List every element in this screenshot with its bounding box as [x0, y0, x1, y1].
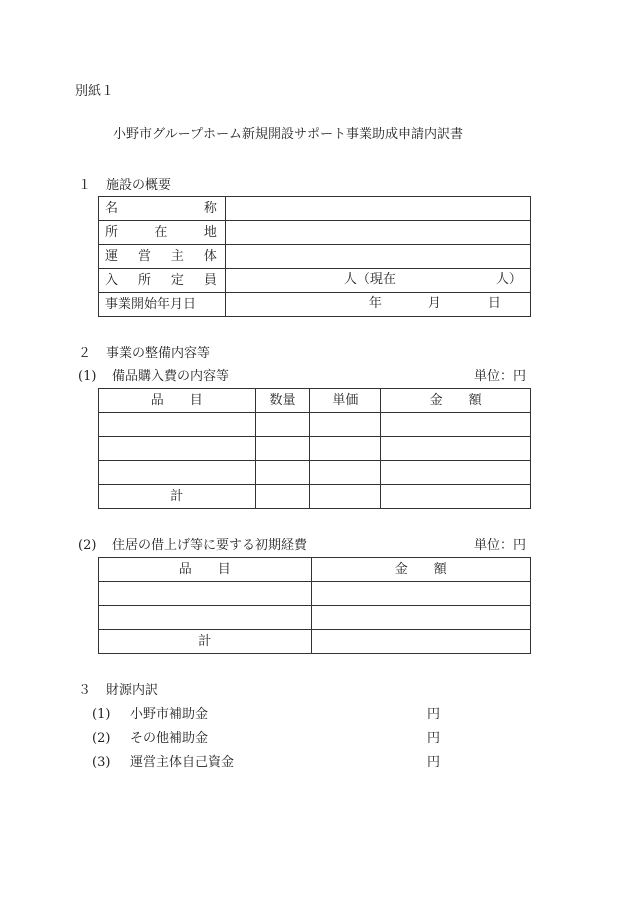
unit-price-cell[interactable] [310, 413, 381, 437]
document-title: 小野市グループホーム新規開設サポート事業助成申請内訳書 [113, 127, 463, 142]
header-unit-price: 単価 [310, 389, 381, 413]
sub2-number: (2) [78, 538, 97, 553]
table-header-row [99, 389, 531, 413]
table-header-row [99, 558, 531, 582]
label-char: 員 [203, 272, 217, 288]
total-label: 計 [99, 630, 312, 654]
label-char: 地 [203, 224, 217, 240]
facility-overview-table [98, 196, 531, 317]
table-row [99, 245, 531, 269]
table-row [99, 437, 531, 461]
quantity-cell[interactable] [255, 461, 310, 485]
capacity-unit-text: 人（現在 [343, 272, 396, 287]
item-cell[interactable] [99, 437, 256, 461]
table-row [99, 413, 531, 437]
section3-heading: 財源内訳 [106, 683, 159, 698]
label-char: 称 [203, 200, 217, 216]
row-label-location [99, 221, 226, 245]
label-char: 入 [105, 272, 119, 288]
sub1-title: 備品購入費の内容等 [112, 369, 230, 384]
day-text: 日 [487, 296, 501, 311]
quantity-cell[interactable] [255, 437, 310, 461]
funding-item-unit: 円 [427, 707, 441, 722]
operator-field[interactable] [225, 245, 530, 269]
table-row [99, 293, 531, 317]
header-amount: 金 額 [381, 389, 531, 413]
table-row [99, 197, 531, 221]
label-char: 体 [203, 248, 217, 264]
table-row [99, 606, 531, 630]
sub1-unit: 単位：円 [474, 369, 527, 384]
row-label-name [99, 197, 226, 221]
total-label: 計 [99, 485, 256, 509]
total-quantity-cell[interactable] [255, 485, 310, 509]
table-total-row [99, 485, 531, 509]
label-char: 所 [105, 224, 119, 240]
label-char: 主 [170, 248, 184, 264]
section1-heading: 施設の概要 [106, 178, 172, 193]
section3-number: ３ [78, 683, 92, 698]
year-text: 年 [368, 296, 382, 311]
header-amount: 金 額 [311, 558, 531, 582]
label-char: 所 [137, 272, 151, 288]
funding-item-label: その他補助金 [130, 731, 209, 746]
item-cell[interactable] [99, 606, 312, 630]
amount-cell[interactable] [311, 582, 531, 606]
section2-heading: 事業の整備内容等 [106, 346, 211, 361]
label-char: 運 [105, 248, 119, 264]
table-row [99, 221, 531, 245]
sub1-number: (1) [78, 369, 97, 384]
table-row [99, 582, 531, 606]
funding-item-number: (3) [92, 755, 111, 770]
total-unit-price-cell[interactable] [310, 485, 381, 509]
funding-item-unit: 円 [427, 755, 441, 770]
label-char: 在 [154, 224, 168, 240]
funding-item-label: 運営主体自己資金 [130, 755, 235, 770]
housing-cost-table [98, 557, 531, 654]
item-cell[interactable] [99, 461, 256, 485]
label-char: 定 [170, 272, 184, 288]
row-label-capacity [99, 269, 226, 293]
funding-item-unit: 円 [427, 731, 441, 746]
funding-item-number: (1) [92, 707, 111, 722]
name-field[interactable] [225, 197, 530, 221]
item-cell[interactable] [99, 582, 312, 606]
amount-cell[interactable] [381, 437, 531, 461]
total-amount-cell[interactable] [311, 630, 531, 654]
location-field[interactable] [225, 221, 530, 245]
funding-item-label: 小野市補助金 [130, 707, 209, 722]
row-label-start-date: 事業開始年月日 [99, 293, 226, 317]
unit-price-cell[interactable] [310, 461, 381, 485]
total-amount-cell[interactable] [381, 485, 531, 509]
table-total-row [99, 630, 531, 654]
current-unit-text: 人） [495, 272, 522, 287]
header-item: 品 目 [99, 558, 312, 582]
start-date-field[interactable] [225, 293, 530, 317]
row-label-operator [99, 245, 226, 269]
amount-cell[interactable] [381, 413, 531, 437]
section2-number: ２ [78, 346, 92, 361]
capacity-field[interactable] [225, 269, 530, 293]
equipment-table [98, 388, 531, 509]
section1-number: １ [78, 178, 92, 193]
table-row [99, 269, 531, 293]
sub2-unit: 単位：円 [474, 538, 527, 553]
amount-cell[interactable] [381, 461, 531, 485]
table-row [99, 461, 531, 485]
label-char: 名 [105, 200, 119, 216]
label-char: 営 [137, 248, 151, 264]
quantity-cell[interactable] [255, 413, 310, 437]
header-quantity: 数量 [255, 389, 310, 413]
unit-price-cell[interactable] [310, 437, 381, 461]
sub2-title: 住居の借上げ等に要する初期経費 [112, 538, 308, 553]
appendix-label: 別紙１ [75, 84, 115, 99]
amount-cell[interactable] [311, 606, 531, 630]
item-cell[interactable] [99, 413, 256, 437]
month-text: 月 [427, 296, 441, 311]
header-item: 品 目 [99, 389, 256, 413]
funding-item-number: (2) [92, 731, 111, 746]
